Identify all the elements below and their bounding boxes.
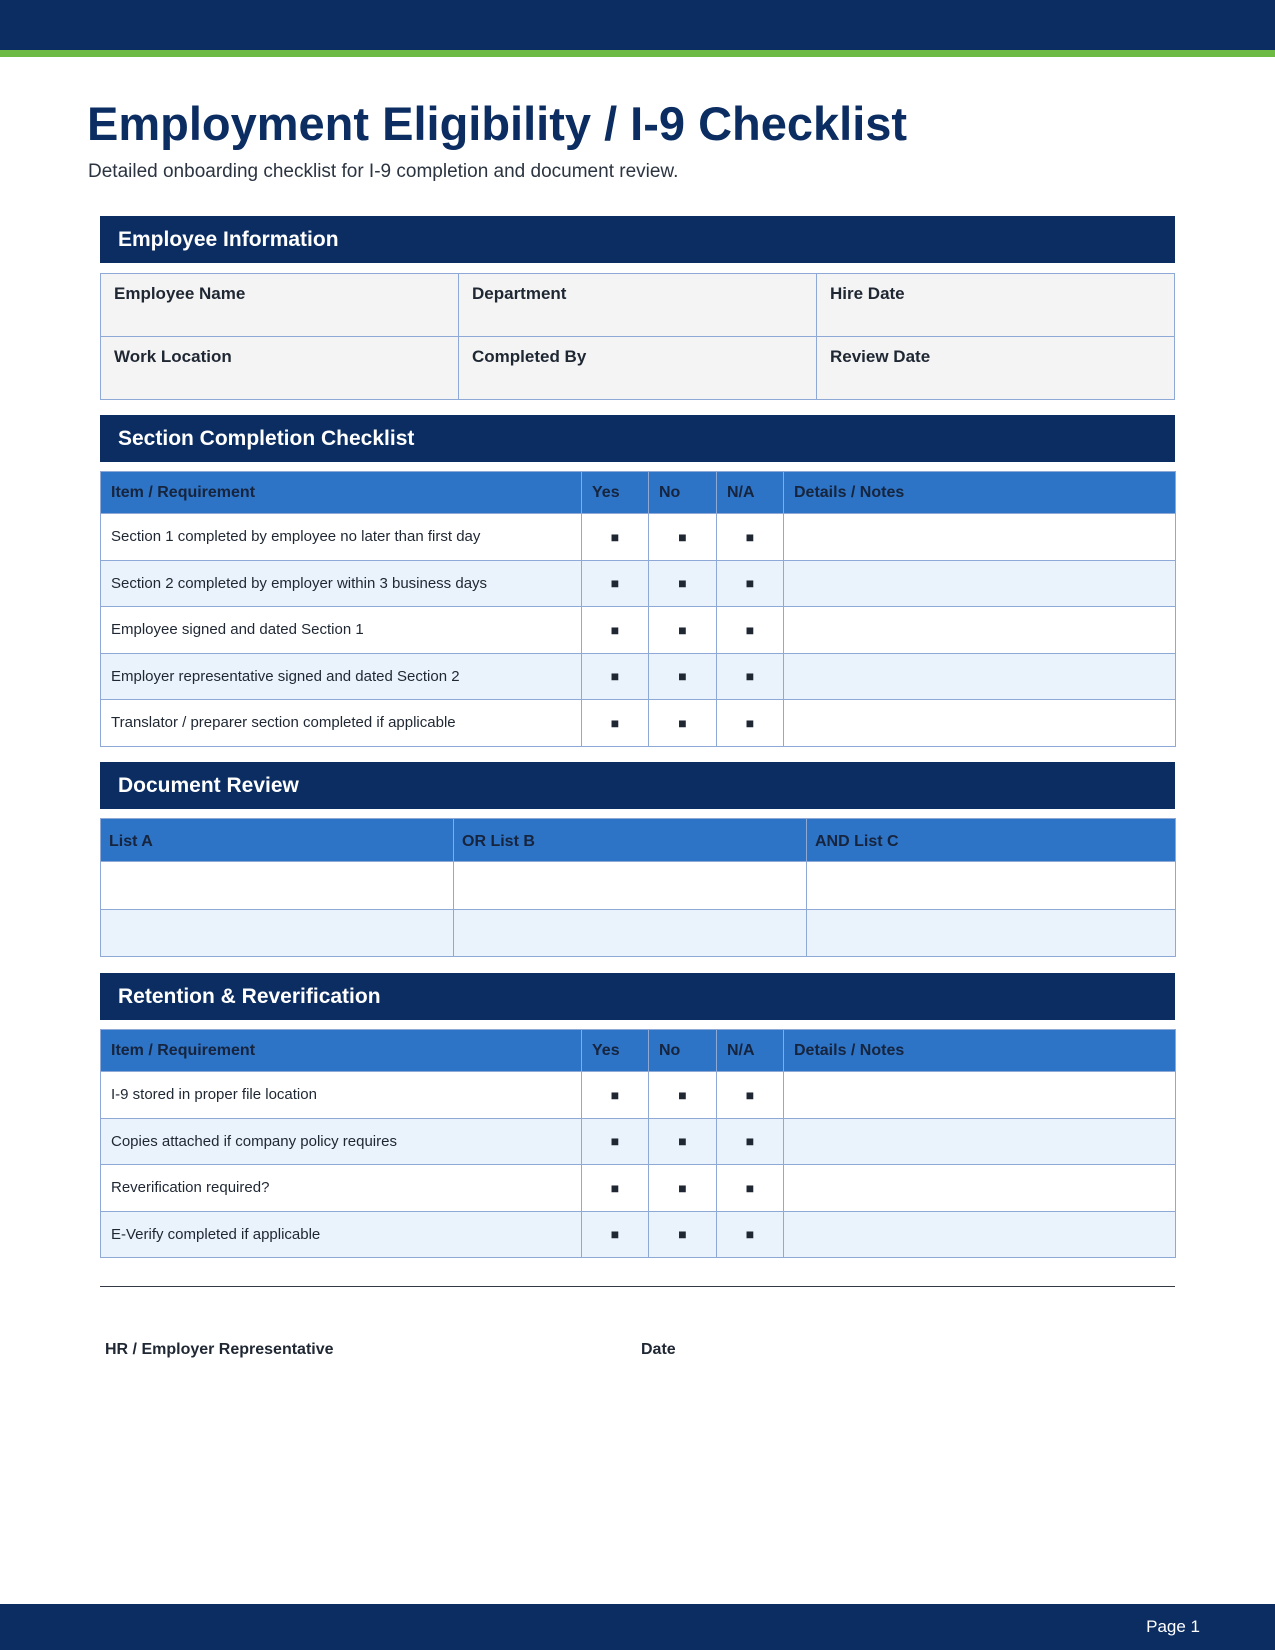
section-header-document-review: Document Review — [100, 762, 1175, 809]
no-checkbox[interactable]: ■ — [649, 514, 717, 561]
no-checkbox[interactable]: ■ — [649, 1211, 717, 1258]
col-header-list-b: OR List B — [454, 819, 807, 862]
list-c-entry[interactable] — [807, 862, 1176, 910]
table-row — [101, 653, 1176, 700]
na-checkbox[interactable]: ■ — [717, 700, 784, 747]
col-header-yes: Yes — [582, 472, 649, 514]
table-row — [101, 1211, 1176, 1258]
employee-name-field[interactable]: Employee Name — [101, 274, 459, 337]
yes-checkbox[interactable]: ■ — [582, 1072, 649, 1119]
col-header-notes: Details / Notes — [784, 472, 1176, 514]
no-checkbox[interactable]: ■ — [649, 1118, 717, 1165]
requirement-text: Employer representative signed and dated Section 2 — [101, 653, 582, 700]
yes-checkbox[interactable]: ■ — [582, 514, 649, 561]
notes-field[interactable] — [784, 607, 1176, 654]
page-title: Employment Eligibility / I-9 Checklist — [87, 97, 908, 150]
requirement-text: E-Verify completed if applicable — [101, 1211, 582, 1258]
yes-checkbox[interactable]: ■ — [582, 700, 649, 747]
table-row — [101, 1118, 1176, 1165]
no-checkbox[interactable]: ■ — [649, 1072, 717, 1119]
top-accent-stripe — [0, 50, 1275, 57]
signature-date-label: Date — [641, 1341, 676, 1358]
review-date-field[interactable]: Review Date — [817, 337, 1175, 400]
na-checkbox[interactable]: ■ — [717, 560, 784, 607]
retention-checklist-table — [100, 1029, 1176, 1258]
table-header-row — [101, 1030, 1176, 1072]
na-checkbox[interactable]: ■ — [717, 607, 784, 654]
requirement-text: Employee signed and dated Section 1 — [101, 607, 582, 654]
table-row — [101, 909, 1176, 957]
na-checkbox[interactable]: ■ — [717, 1165, 784, 1212]
col-header-list-c: AND List C — [807, 819, 1176, 862]
page-subtitle: Detailed onboarding checklist for I-9 completion and document review. — [88, 161, 679, 182]
na-checkbox[interactable]: ■ — [717, 653, 784, 700]
notes-field[interactable] — [784, 700, 1176, 747]
table-row — [101, 560, 1176, 607]
notes-field[interactable] — [784, 1211, 1176, 1258]
list-a-entry[interactable] — [101, 909, 454, 957]
yes-checkbox[interactable]: ■ — [582, 1118, 649, 1165]
completed-by-field[interactable]: Completed By — [459, 337, 817, 400]
completion-checklist-table — [100, 471, 1176, 747]
col-header-na: N/A — [717, 1030, 784, 1072]
col-header-na: N/A — [717, 472, 784, 514]
yes-checkbox[interactable]: ■ — [582, 1211, 649, 1258]
notes-field[interactable] — [784, 1165, 1176, 1212]
col-header-list-a: List A — [101, 819, 454, 862]
yes-checkbox[interactable]: ■ — [582, 653, 649, 700]
list-b-entry[interactable] — [454, 862, 807, 910]
notes-field[interactable] — [784, 1072, 1176, 1119]
table-header-row — [101, 472, 1176, 514]
yes-checkbox[interactable]: ■ — [582, 1165, 649, 1212]
section-header-retention-reverification: Retention & Reverification — [100, 973, 1175, 1020]
notes-field[interactable] — [784, 514, 1176, 561]
notes-field[interactable] — [784, 1118, 1176, 1165]
document-review-table — [100, 818, 1176, 957]
signature-line[interactable] — [100, 1286, 1175, 1287]
work-location-field[interactable]: Work Location — [101, 337, 459, 400]
no-checkbox[interactable]: ■ — [649, 560, 717, 607]
yes-checkbox[interactable]: ■ — [582, 560, 649, 607]
table-row — [101, 1072, 1176, 1119]
employee-info-table — [100, 273, 1175, 400]
section-header-completion-checklist: Section Completion Checklist — [100, 415, 1175, 462]
na-checkbox[interactable]: ■ — [717, 1211, 784, 1258]
requirement-text: Translator / preparer section completed if applicable — [101, 700, 582, 747]
col-header-item: Item / Requirement — [101, 1030, 582, 1072]
top-banner — [0, 0, 1275, 50]
col-header-no: No — [649, 472, 717, 514]
table-row — [101, 700, 1176, 747]
notes-field[interactable] — [784, 653, 1176, 700]
page-number: Page 1 — [1146, 1617, 1200, 1636]
department-field[interactable]: Department — [459, 274, 817, 337]
requirement-text: Section 1 completed by employee no later than first day — [101, 514, 582, 561]
list-a-entry[interactable] — [101, 862, 454, 910]
requirement-text: I-9 stored in proper file location — [101, 1072, 582, 1119]
requirement-text: Section 2 completed by employer within 3 business days — [101, 560, 582, 607]
table-row — [101, 1165, 1176, 1212]
notes-field[interactable] — [784, 560, 1176, 607]
col-header-item: Item / Requirement — [101, 472, 582, 514]
requirement-text: Reverification required? — [101, 1165, 582, 1212]
signature-rep-label: HR / Employer Representative — [105, 1341, 334, 1358]
yes-checkbox[interactable]: ■ — [582, 607, 649, 654]
na-checkbox[interactable]: ■ — [717, 514, 784, 561]
no-checkbox[interactable]: ■ — [649, 653, 717, 700]
hire-date-field[interactable]: Hire Date — [817, 274, 1175, 337]
col-header-no: No — [649, 1030, 717, 1072]
requirement-text: Copies attached if company policy requires — [101, 1118, 582, 1165]
no-checkbox[interactable]: ■ — [649, 1165, 717, 1212]
no-checkbox[interactable]: ■ — [649, 607, 717, 654]
table-header-row — [101, 819, 1176, 862]
col-header-yes: Yes — [582, 1030, 649, 1072]
table-row — [101, 514, 1176, 561]
na-checkbox[interactable]: ■ — [717, 1072, 784, 1119]
no-checkbox[interactable]: ■ — [649, 700, 717, 747]
col-header-notes: Details / Notes — [784, 1030, 1176, 1072]
list-b-entry[interactable] — [454, 909, 807, 957]
footer-bar — [0, 1604, 1275, 1650]
list-c-entry[interactable] — [807, 909, 1176, 957]
table-row — [101, 862, 1176, 910]
table-row — [101, 607, 1176, 654]
na-checkbox[interactable]: ■ — [717, 1118, 784, 1165]
section-header-employee-information: Employee Information — [100, 216, 1175, 263]
